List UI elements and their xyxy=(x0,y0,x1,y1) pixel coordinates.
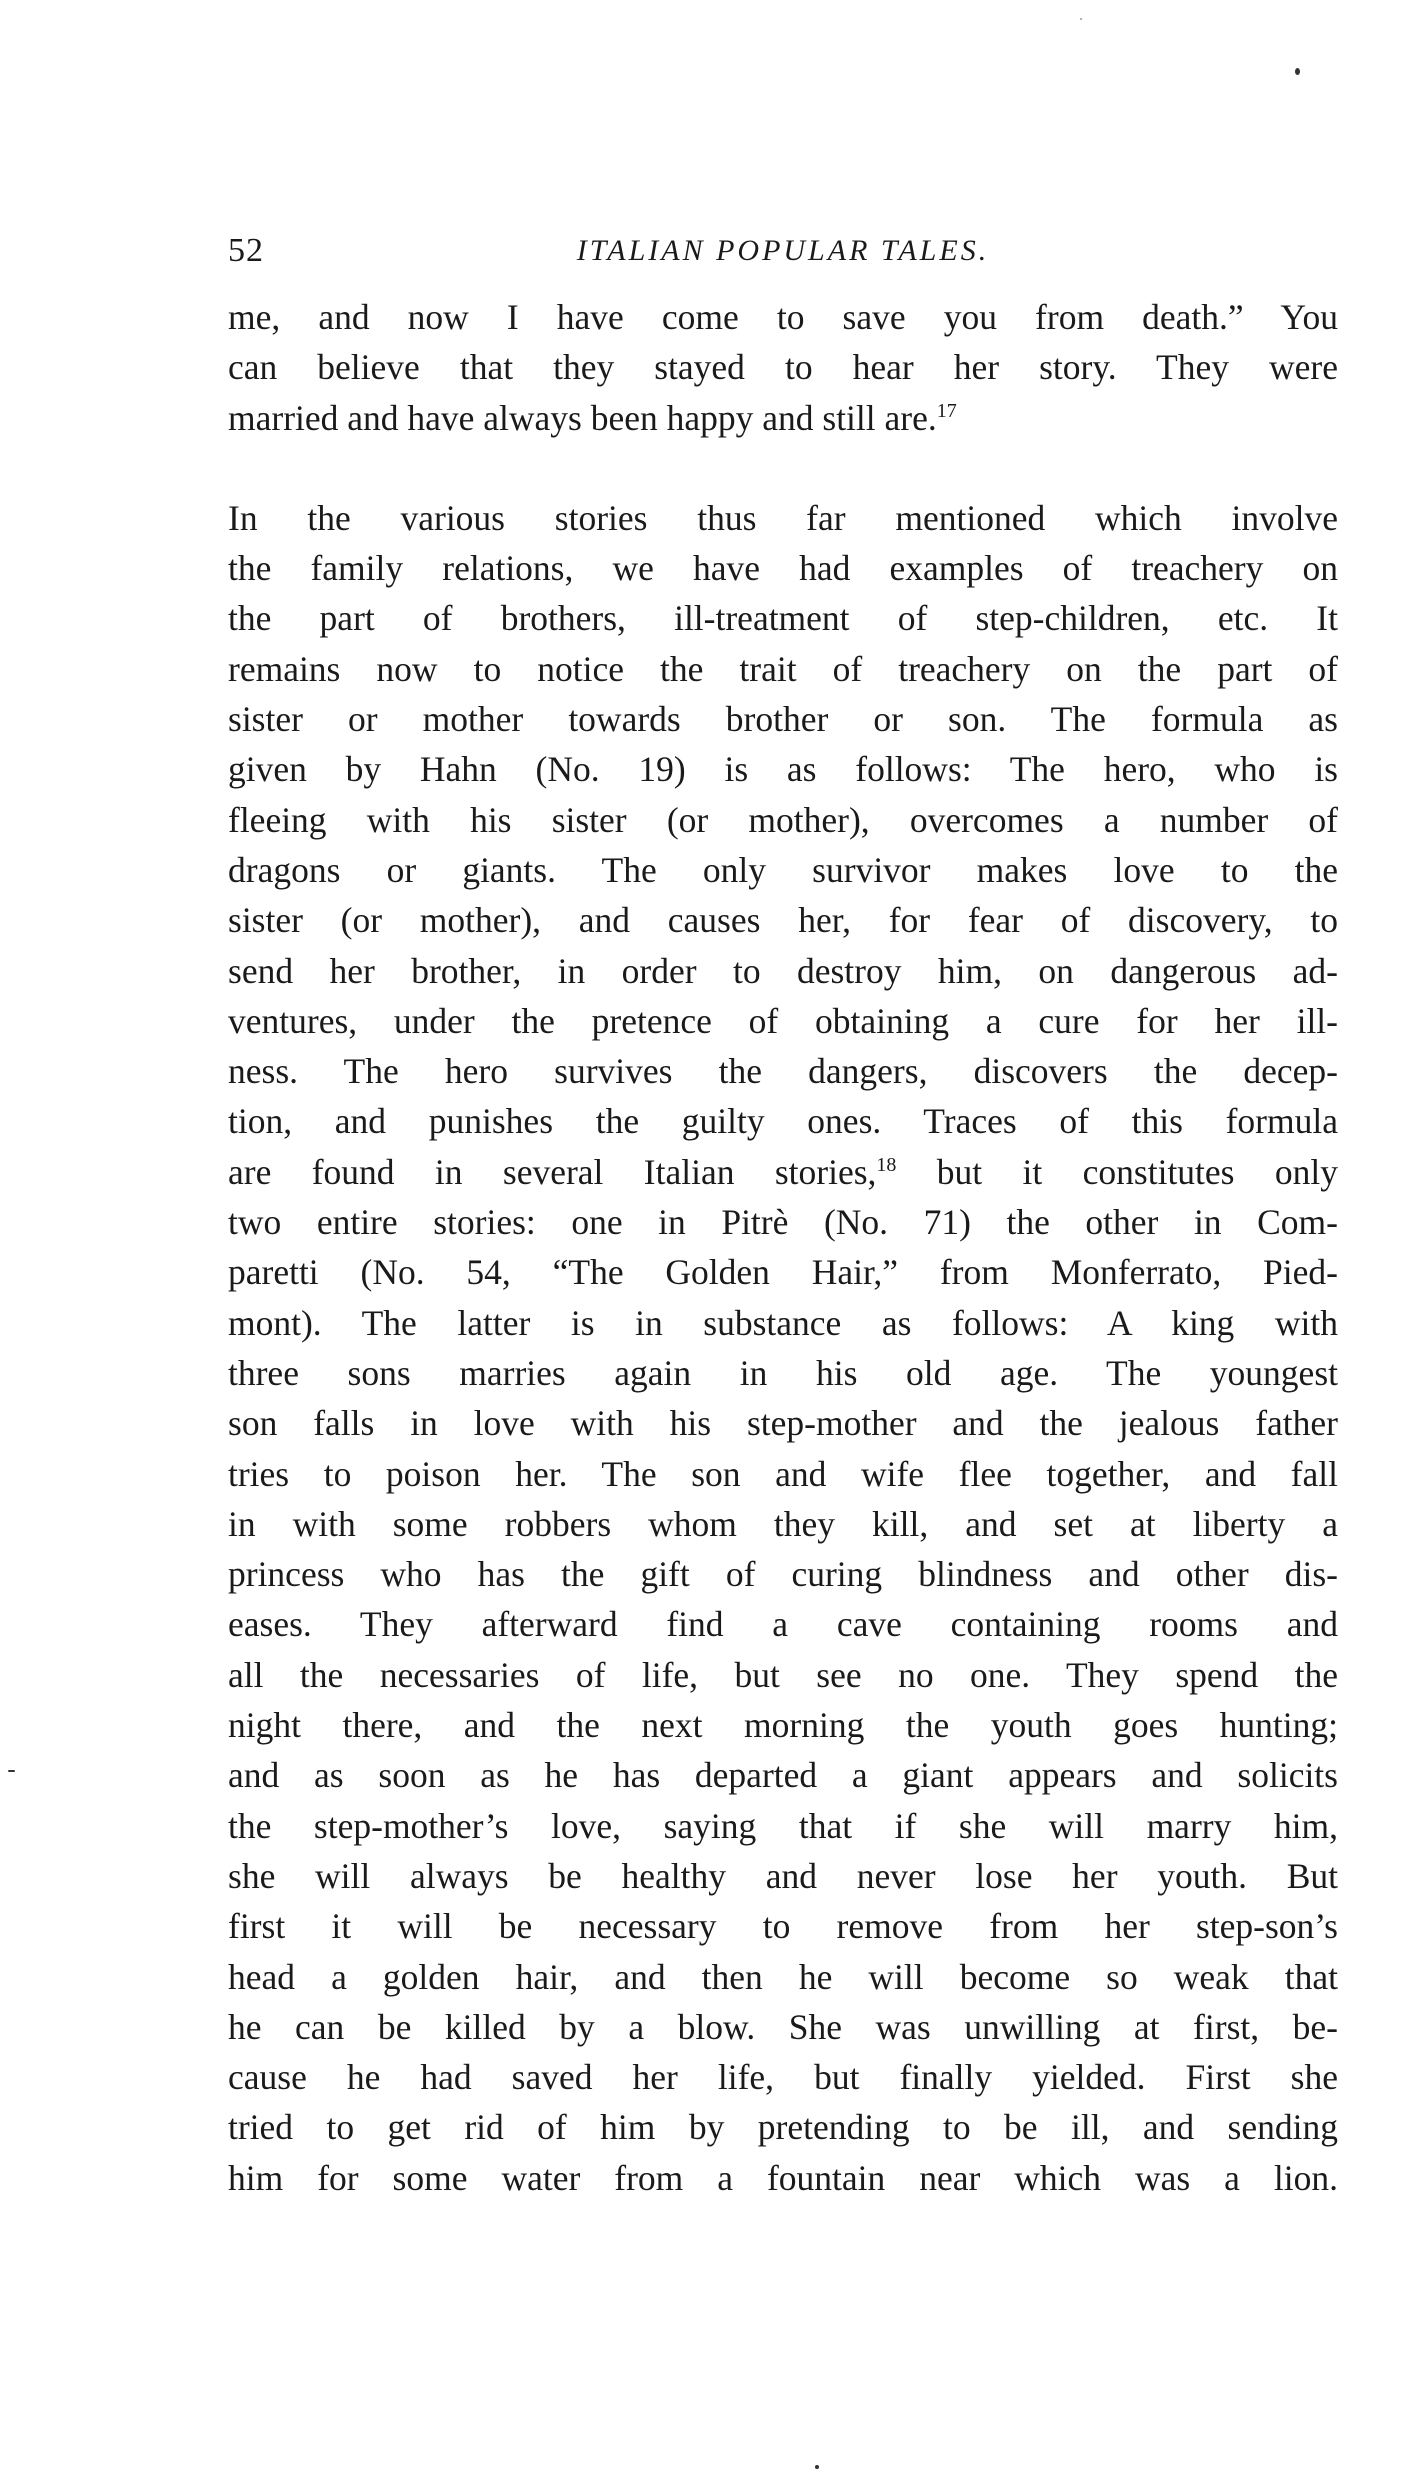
text-line: he can be killed by a blow. She was unwilling at first, be- xyxy=(228,2006,1338,2047)
text-line-content: are found in several Italian stories, xyxy=(228,1151,877,1192)
text-line: princess who has the gift of curing blindness and other dis- xyxy=(228,1554,1338,1595)
page-number: 52 xyxy=(228,232,264,269)
text-line: she will always be healthy and never lose her youth. But xyxy=(228,1855,1338,1896)
text-line: sister or mother towards brother or son. The formula as xyxy=(228,699,1338,740)
text-line: can believe that they stayed to hear her story. They were xyxy=(228,347,1338,388)
text-line: the step-mother’s love, saying that if she will marry him, xyxy=(228,1805,1338,1846)
body-text xyxy=(228,292,1338,2203)
text-line: remains now to notice the trait of treachery on the part of xyxy=(228,648,1338,689)
text-line: night there, and the next morning the youth goes hunting; xyxy=(228,1705,1338,1746)
text-line: the family relations, we have had examples of treachery on xyxy=(228,548,1338,589)
text-line: paretti (No. 54, “The Golden Hair,” from Monferrato, Pied- xyxy=(228,1252,1338,1293)
text-line: the part of brothers, ill-treatment of step-children, etc. It xyxy=(228,598,1338,639)
text-line: tries to poison her. The son and wife flee together, and fall xyxy=(228,1453,1338,1494)
text-line: eases. They afterward find a cave containing rooms and xyxy=(228,1604,1338,1645)
scan-speck xyxy=(1080,18,1082,20)
text-line: cause he had saved her life, but finally yielded. First she xyxy=(228,2057,1338,2098)
text-line: fleeing with his sister (or mother), overcomes a number of xyxy=(228,799,1338,840)
text-line: mont). The latter is in substance as follows: A king with xyxy=(228,1302,1338,1343)
text-line: sister (or mother), and causes her, for fear of discovery, to xyxy=(228,900,1338,941)
text-line: head a golden hair, and then he will become so weak that xyxy=(228,1956,1338,1997)
footnote-ref-18: 18 xyxy=(876,1153,897,1176)
scan-speck xyxy=(1295,68,1300,75)
paragraph-1 xyxy=(228,292,1338,443)
text-line: in with some robbers whom they kill, and set at liberty a xyxy=(228,1503,1338,1544)
text-line: ness. The hero survives the dangers, discovers the decep- xyxy=(228,1051,1338,1092)
text-line: me, and now I have come to save you from death.” You xyxy=(228,297,1338,337)
text-line: tion, and punishes the guilty ones. Traces of this formula xyxy=(228,1101,1338,1142)
text-line xyxy=(228,393,1338,443)
text-line-content: but it constitutes only xyxy=(896,1151,1338,1192)
text-line: him for some water from a fountain near which was a lion. xyxy=(228,2157,1338,2198)
text-line xyxy=(228,1147,1338,1197)
text-line: ventures, under the pretence of obtaining a cure for her ill- xyxy=(228,1000,1338,1041)
text-line: two entire stories: one in Pitrè (No. 71) the other in Com- xyxy=(228,1202,1338,1243)
page-header xyxy=(228,232,1338,274)
paragraph-2 xyxy=(228,493,1338,2203)
scan-speck xyxy=(815,2465,819,2469)
text-line: and as soon as he has departed a giant appears and solicits xyxy=(228,1755,1338,1796)
text-line: first it will be necessary to remove from her step-son’s xyxy=(228,1906,1338,1947)
scan-speck xyxy=(8,1770,15,1772)
text-line: all the necessaries of life, but see no one. They spend the xyxy=(228,1654,1338,1695)
text-line: dragons or giants. The only survivor makes love to the xyxy=(228,849,1338,890)
text-line: given by Hahn (No. 19) is as follows: The hero, who is xyxy=(228,749,1338,790)
text-line: three sons marries again in his old age. The youngest xyxy=(228,1352,1338,1393)
text-line: In the various stories thus far mentioned which involve xyxy=(228,497,1338,538)
footnote-ref-17: 17 xyxy=(936,399,957,422)
text-line-content: married and have always been happy and still are. xyxy=(228,397,937,438)
text-line: send her brother, in order to destroy him, on dangerous ad- xyxy=(228,950,1338,991)
text-line: son falls in love with his step-mother and the jealous father xyxy=(228,1403,1338,1444)
running-title: ITALIAN POPULAR TALES. xyxy=(576,234,990,267)
text-line: tried to get rid of him by pretending to be ill, and sending xyxy=(228,2107,1338,2148)
